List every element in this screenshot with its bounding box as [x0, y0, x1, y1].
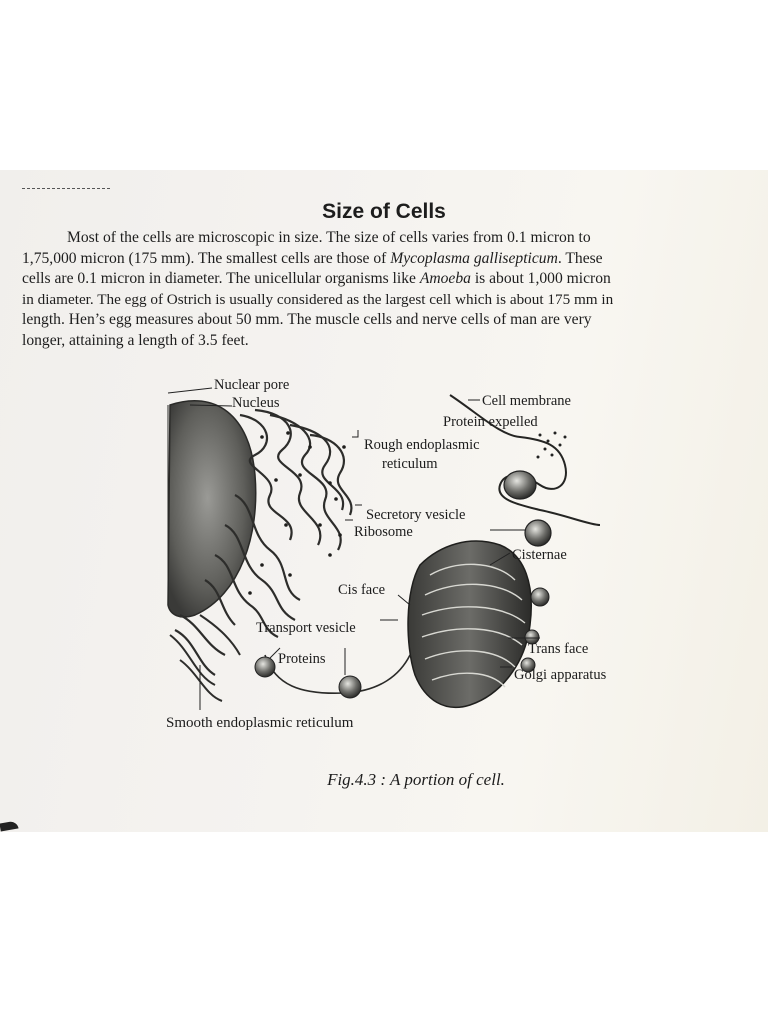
- section-divider: [22, 188, 110, 189]
- secretory-vesicle-shape: [525, 520, 551, 546]
- page-corner-mark: [0, 820, 19, 831]
- label-nucleus: Nucleus: [232, 395, 280, 411]
- species-name: Amoeba: [419, 270, 471, 288]
- transport-vesicle-shape: [255, 657, 275, 677]
- label-transport-vesicle: Transport vesicle: [256, 620, 356, 636]
- paragraph-line: cells are 0.1 micron in diameter. The unicellular organisms like Amoeba is about 1,000 micron: [22, 270, 611, 288]
- label-golgi-apparatus: Golgi apparatus: [514, 667, 607, 683]
- protein-vesicle-shape: [339, 676, 361, 698]
- label-secretory-vesicle: Secretory vesicle: [366, 507, 466, 523]
- paragraph-line: 1,75,000 micron (175 mm). The smallest cells are those of Mycoplasma gallisepticum. These: [22, 249, 603, 267]
- cell-illustration: [0, 375, 768, 775]
- paragraph-line: longer, attaining a length of 3.5 feet.: [22, 331, 249, 349]
- label-cisternae: Cisternae: [512, 547, 567, 563]
- figure-caption: Fig.4.3 : A portion of cell.: [327, 770, 505, 789]
- label-rough-er-cont: reticulum: [382, 456, 438, 472]
- label-smooth-er: Smooth endoplasmic reticulum: [166, 715, 354, 731]
- label-rough-er: Rough endoplasmic: [364, 437, 480, 453]
- golgi-apparatus-shape: [408, 541, 531, 707]
- cell-diagram: [0, 375, 768, 795]
- paragraph-line: Most of the cells are microscopic in size. The size of cells varies from 0.1 micron to: [67, 229, 591, 246]
- label-cell-membrane: Cell membrane: [482, 393, 571, 409]
- label-cis-face: Cis face: [338, 582, 386, 598]
- ribosome-dots: [248, 431, 346, 595]
- paragraph-line: length. Hen’s egg measures about 50 mm. The muscle cells and nerve cells of man are very: [22, 311, 592, 329]
- smooth-er-shape: [170, 615, 240, 701]
- label-nuclear-pore: Nuclear pore: [214, 377, 290, 393]
- label-ribosome: Ribosome: [354, 524, 413, 540]
- exocytosis-vesicle: [504, 471, 536, 499]
- label-proteins: Proteins: [278, 651, 326, 667]
- paragraph-line: in diameter. The egg of Ostrich is usually considered as the largest cell which is about 175 mm in: [22, 290, 614, 308]
- species-name: Mycoplasma gallisepticum: [390, 249, 558, 267]
- body-paragraph: [22, 228, 756, 352]
- label-protein-expelled: Protein expelled: [443, 414, 538, 430]
- label-trans-face: Trans face: [528, 641, 589, 657]
- page-title: Size of Cells: [322, 200, 446, 223]
- textbook-page: [0, 170, 768, 832]
